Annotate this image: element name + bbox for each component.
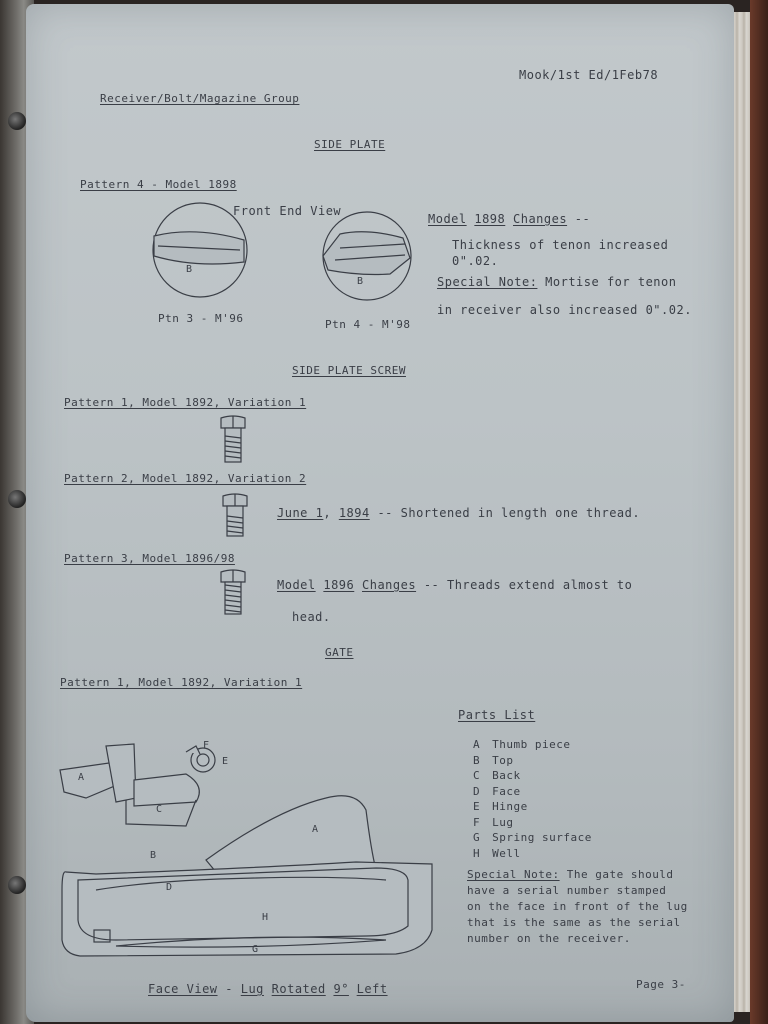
gate-special-note-line: number on the receiver. [467,932,631,945]
binder-cover-edge [750,0,768,1024]
gate-diagram [56,740,446,970]
parts-list-title: Parts List [458,708,536,722]
gate-special-note-line: have a serial number stamped [467,884,667,897]
screw-pattern-2-note: June 1, 1894 -- Shortened in length one thread. [277,506,641,520]
part-letter: A [473,738,481,751]
binder-ring [8,490,26,508]
binder-ring [8,876,26,894]
diagram-letter-g: G [252,944,259,955]
front-end-view-label: Front End View [233,204,342,218]
screw-icon [220,494,250,540]
part-letter: G [473,831,481,844]
part-name: Thumb piece [492,738,571,751]
diagram-letter-b: B [357,276,364,287]
side-plate-diagram [150,200,420,310]
parts-list-item [473,847,521,860]
pattern-3-label: Ptn 3 - M'96 [158,312,244,325]
part-letter: C [473,769,481,782]
document-reference: Mook/1st Ed/1Feb78 [519,68,659,82]
page-number: Page 3- [636,978,686,991]
part-name: Face [492,784,521,798]
screw-pattern-1: Pattern 1, Model 1892, Variation 1 [64,396,307,409]
part-letter: E [473,800,481,813]
gate-special-note-line: on the face in front of the lug [467,900,688,913]
part-letter: B [473,753,481,767]
binder-ring [8,112,26,130]
screw-pattern-2: Pattern 2, Model 1892, Variation 2 [64,472,307,485]
screw-pattern-3-note: Model 1896 Changes -- Threads extend almost to [277,578,633,592]
part-name: Spring surface [492,831,592,844]
diagram-letter-a: A [312,824,319,835]
diagram-letter-b: B [186,264,193,275]
section-title-side-plate: SIDE PLATE [314,138,386,151]
diagram-letter-d: D [166,882,173,893]
parts-list-item [473,800,528,813]
special-note-side-plate-2: in receiver also increased 0".02. [437,303,692,317]
diagram-letter-h: H [262,912,269,923]
changes-line-2: 0".02. [452,254,499,268]
part-letter: F [473,815,481,829]
part-name: Back [492,769,521,782]
diagram-letter-c: C [156,804,163,815]
section-title-side-plate-screw: SIDE PLATE SCREW [292,364,406,377]
diagram-letter-f: F [203,740,210,751]
part-letter: H [473,846,481,860]
changes-line-1: Thickness of tenon increased [452,238,669,252]
diagram-letter-b: B [150,850,157,861]
model-1898-changes: Model 1898 Changes -- [428,212,591,226]
pattern-4-label: Ptn 4 - M'98 [325,318,411,331]
screw-pattern-3: Pattern 3, Model 1896/98 [64,552,235,565]
section-title-gate: GATE [325,646,354,659]
gate-special-note: Special Note: The gate should [467,868,674,881]
screw-icon [218,570,248,616]
parts-list-item [473,738,570,751]
part-name: Top [492,753,514,767]
part-letter: D [473,784,481,798]
group-heading: Receiver/Bolt/Magazine Group [100,92,300,105]
gate-diagram-caption: Face View - Lug Rotated 9° Left [148,982,388,996]
special-note-side-plate: Special Note: Mortise for tenon [437,275,677,289]
parts-list-item [473,754,514,767]
part-name: Well [492,846,521,860]
screw-icon [218,416,248,466]
part-name: Lug [492,815,514,829]
parts-list-item [473,831,592,844]
gate-special-note-line: that is the same as the serial [467,916,681,929]
part-name: Hinge [492,800,528,813]
side-plate-pattern: Pattern 4 - Model 1898 [80,178,237,191]
parts-list-item [473,769,521,782]
parts-list-item [473,816,514,829]
diagram-letter-e: E [222,756,229,767]
diagram-letter-a: A [78,772,85,783]
screw-pattern-3-note-2: head. [292,610,331,624]
parts-list-item [473,785,521,798]
gate-pattern-1: Pattern 1, Model 1892, Variation 1 [60,676,303,689]
